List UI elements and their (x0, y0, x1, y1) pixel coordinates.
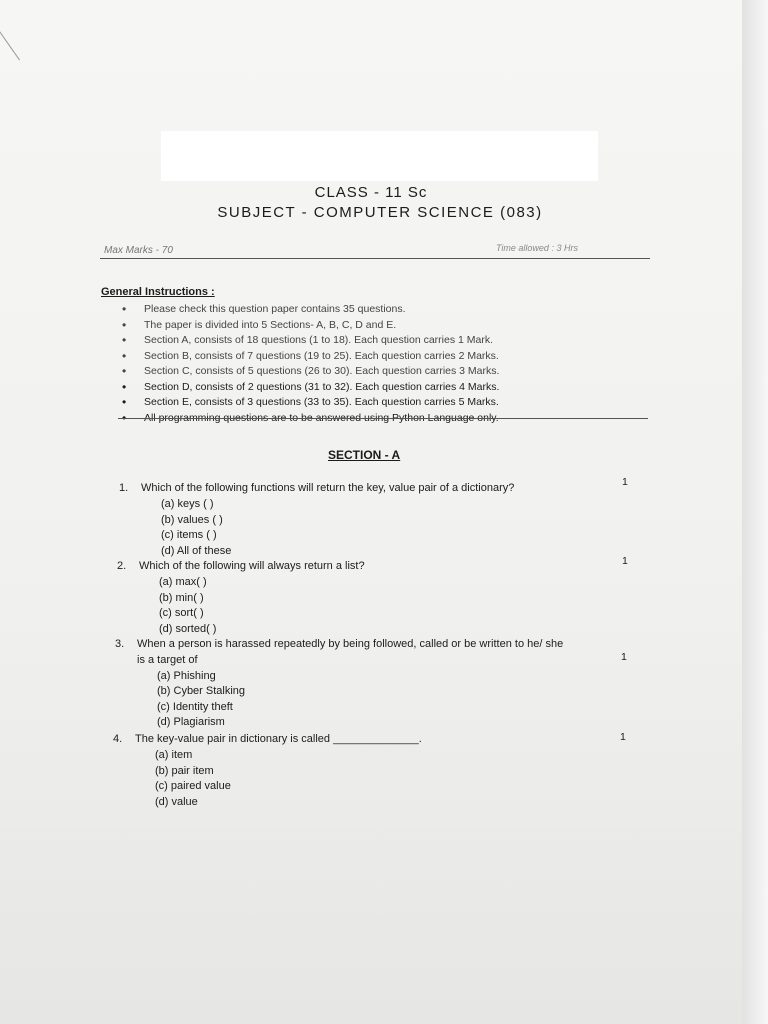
instruction-item: • Section D, consists of 2 questions (31 to 32). Each question carries 4 Marks. (122, 380, 499, 396)
option: (d) All of these (161, 544, 232, 557)
subject-title: SUBJECT - COMPUTER SCIENCE (083) (217, 204, 543, 221)
class-title: CLASS - 11 Sc (314, 184, 428, 201)
instruction-item: • Section E, consists of 3 questions (33 to 35). Each question carries 5 Marks. (122, 395, 499, 411)
paper-crease (0, 2, 45, 61)
max-marks: Max Marks - 70 (104, 245, 173, 256)
question-text: Which of the following will always return a list? (139, 560, 365, 572)
instructions-divider (118, 418, 648, 419)
option: (d) sorted( ) (159, 622, 217, 635)
instruction-item: • Please check this question paper contains 35 questions. (122, 302, 499, 318)
option: (b) values ( ) (161, 513, 223, 526)
option: (c) sort( ) (159, 607, 204, 619)
question-number: 4. (113, 733, 123, 745)
question-text: Which of the following functions will return the key, value pair of a dictionary? (141, 482, 515, 494)
background-surface (742, 0, 768, 1024)
instructions-list (122, 302, 499, 426)
option: (d) Plagiarism (157, 716, 225, 728)
option: (d) value (155, 795, 198, 808)
option: (b) Cyber Stalking (157, 685, 246, 697)
option: (c) items ( ) (161, 529, 217, 541)
question-number: 1. (119, 482, 129, 494)
instruction-item: • All programming questions are to be answered using Python Language only. (122, 411, 499, 427)
question-3-marks: 1 (621, 651, 627, 663)
question-1-marks: 1 (622, 476, 628, 488)
option: (c) paired value (155, 780, 231, 792)
option: (b) pair item (155, 764, 214, 777)
question-number: 2. (117, 560, 127, 572)
option: (a) Phishing (157, 669, 216, 682)
instruction-item: • Section C, consists of 5 questions (26 to 30). Each question carries 3 Marks. (122, 364, 499, 380)
header-divider (100, 258, 650, 259)
option: (a) item (155, 749, 193, 761)
question-text-continued: is a target of (137, 654, 198, 666)
option: (a) keys ( ) (161, 498, 214, 510)
instruction-item: • Section A, consists of 18 questions (1 to 18). Each question carries 1 Mark. (122, 333, 499, 349)
option: (c) Identity theft (157, 700, 233, 713)
question-2-marks: 1 (622, 555, 628, 567)
general-instructions-title: General Instructions : (101, 286, 215, 298)
time-allowed: Time allowed : 3 Hrs (496, 243, 578, 253)
option: (a) max( ) (159, 576, 207, 588)
question-number: 3. (115, 638, 125, 650)
instruction-item: • The paper is divided into 5 Sections- A, B, C, D and E. (122, 318, 499, 334)
question-text: The key-value pair in dictionary is called ______________. (135, 733, 422, 745)
option: (b) min( ) (159, 591, 204, 604)
instruction-item: • Section B, consists of 7 questions (19 to 25). Each question carries 2 Marks. (122, 349, 499, 365)
redacted-header-block (161, 131, 598, 181)
question-text: When a person is harassed repeatedly by being followed, called or be written to he/ she (137, 638, 564, 650)
section-a-title: SECTION - A (328, 448, 401, 462)
question-4-marks: 1 (620, 731, 626, 743)
